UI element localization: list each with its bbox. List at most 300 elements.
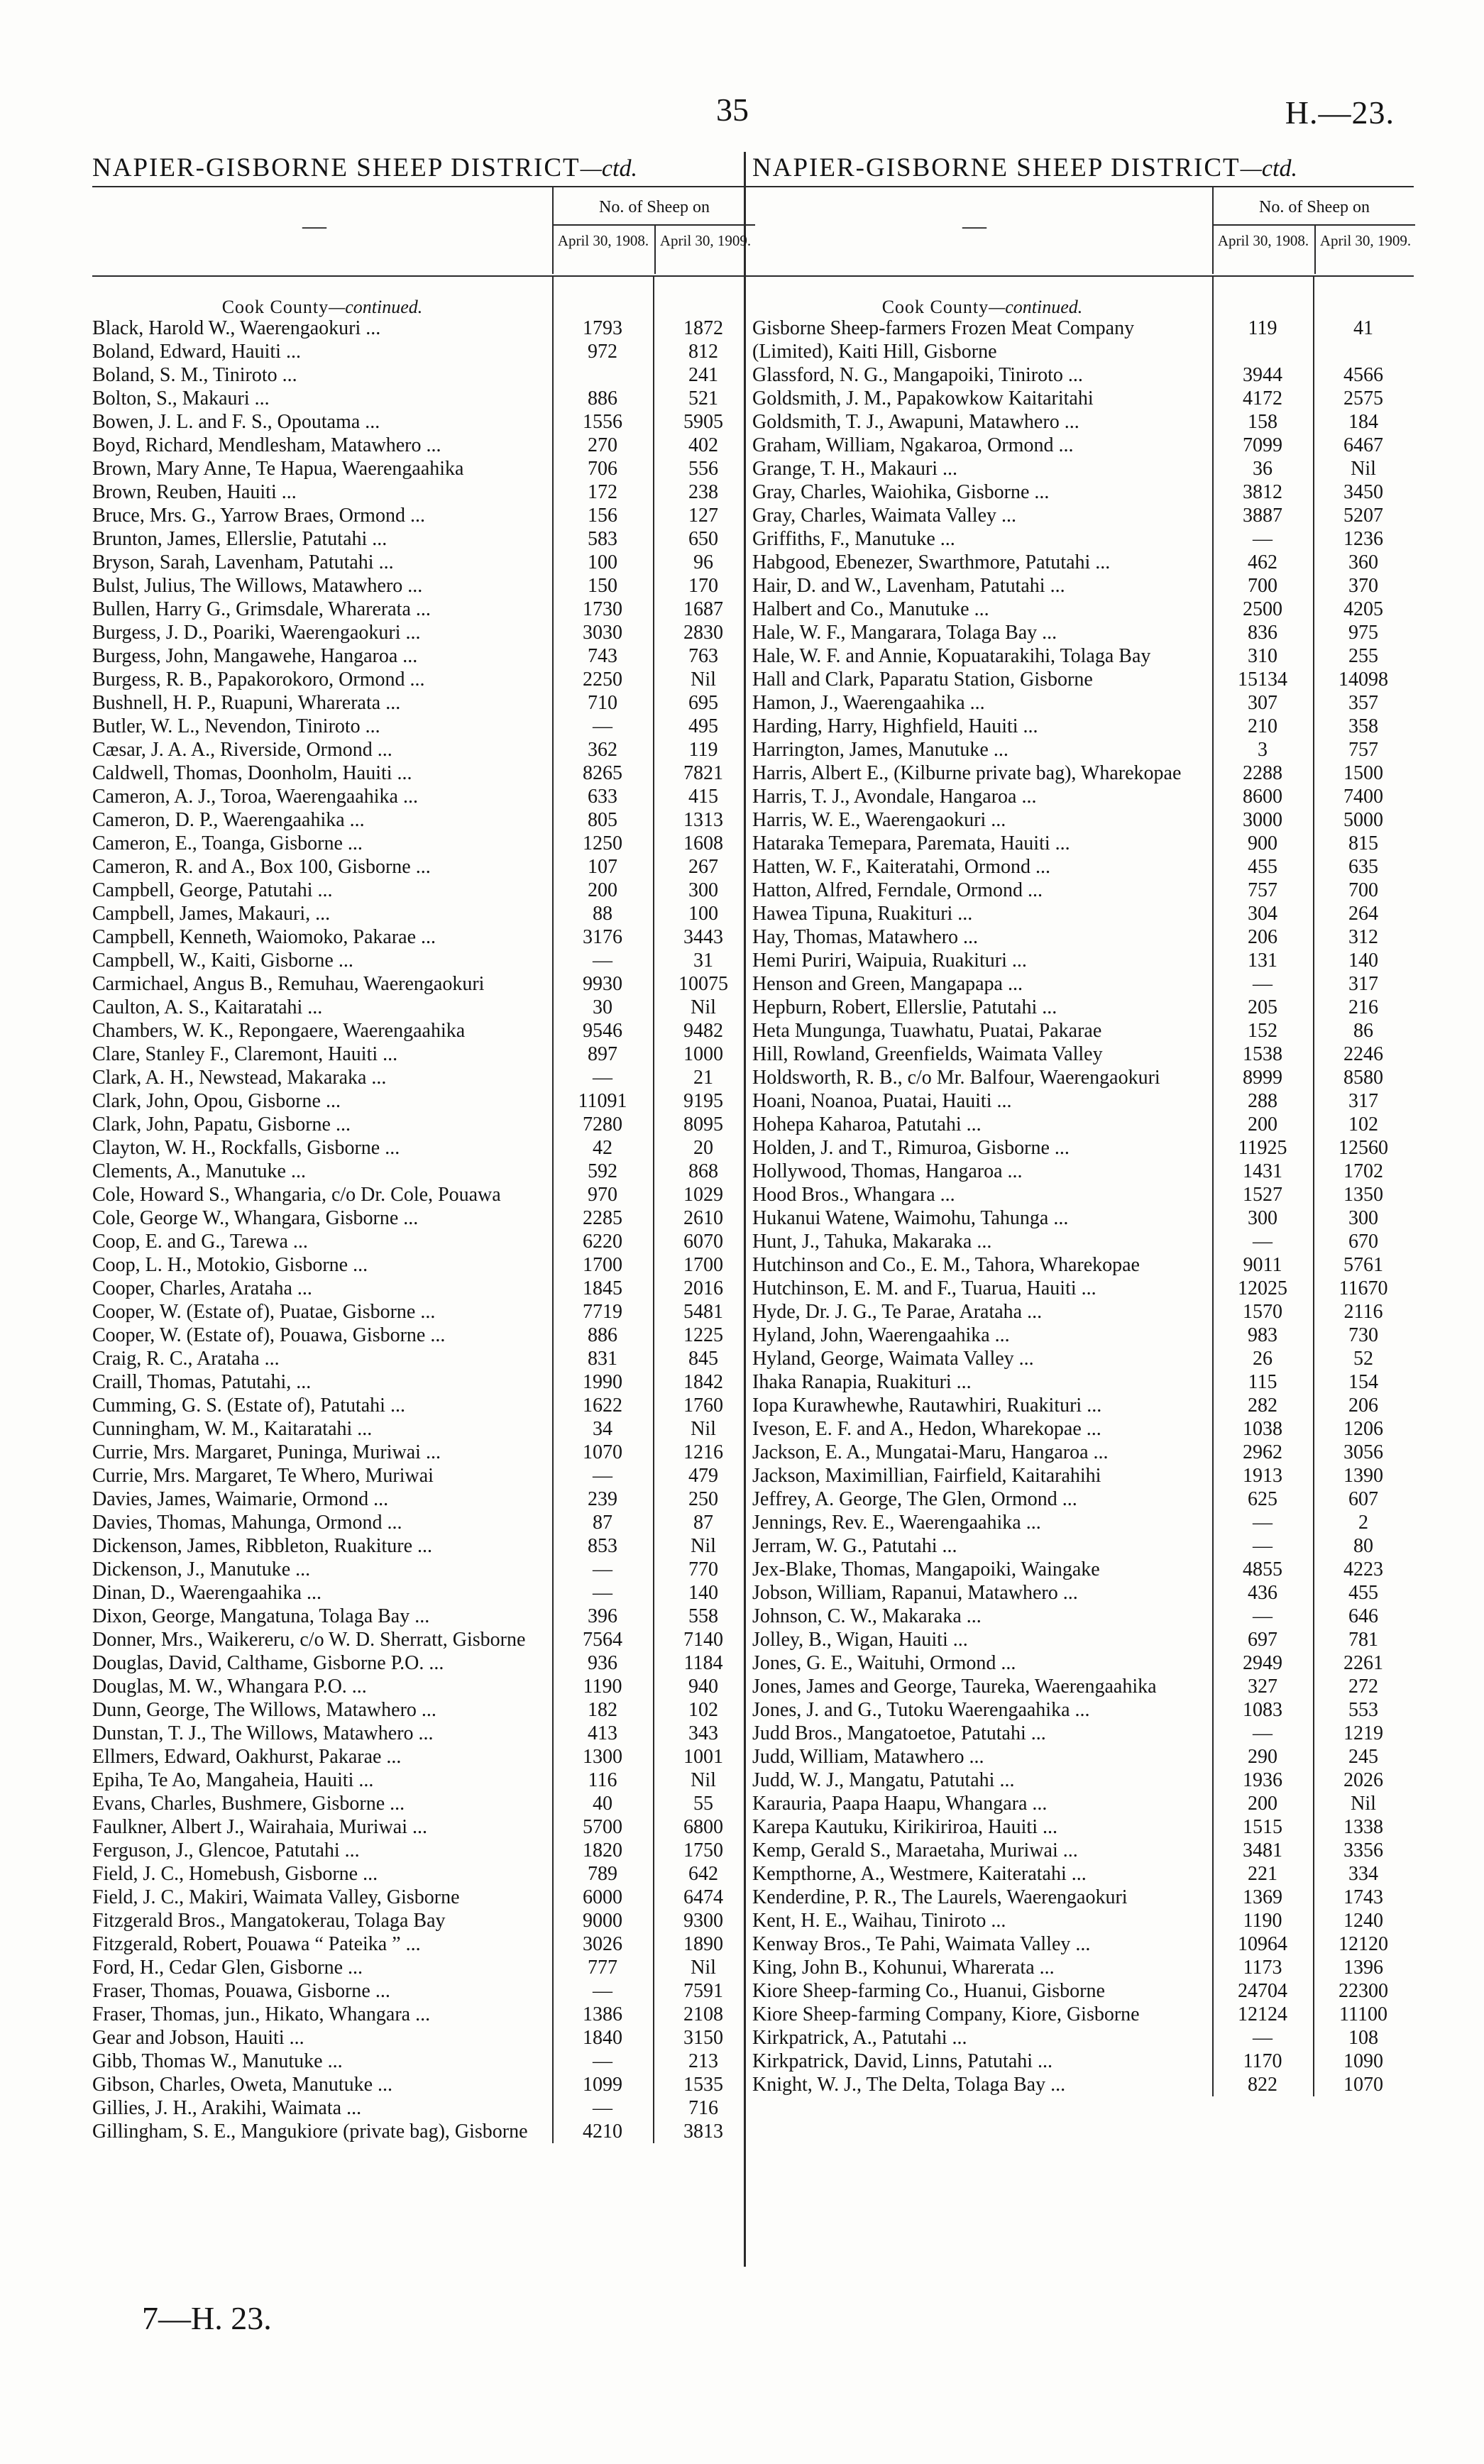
table-row [92,1815,754,1839]
sheep-1908-cell: 1083 [1243,1699,1282,1721]
sheep-1909-cell: 2116 [1343,1301,1383,1323]
sheep-1909-cell: 6800 [683,1816,723,1838]
owner-name-cell: Griffiths, F., Manutuke ... [752,528,955,550]
sheep-1908-cell: 362 [588,739,617,761]
sheep-1909-cell: Nil [691,1769,716,1791]
owner-name-cell: Coop, L. H., Motokio, Gisborne ... [92,1254,368,1276]
sheep-1908-cell: — [1253,528,1273,550]
sheep-1909-cell: 1842 [683,1371,723,1393]
owner-name-cell: Burgess, John, Mangawehe, Hangaroa ... [92,645,418,667]
table-row [92,1370,754,1394]
table-row [92,2073,754,2096]
sheep-1909-cell: 8095 [683,1113,723,1135]
table-row [92,1183,754,1206]
sheep-1908-cell: — [1253,1512,1273,1534]
table-row [752,480,1414,504]
owner-name-cell: Boyd, Richard, Mendlesham, Matawhero ... [92,434,441,456]
table-row [92,2050,754,2073]
sheep-1908-cell: 706 [588,458,617,480]
sheep-1909-cell: 358 [1348,715,1378,737]
table-row [752,1043,1414,1066]
sheep-1908-cell: 1190 [1243,1910,1282,1932]
sheep-1908-cell: 304 [1248,903,1277,925]
sheep-1908-cell: 221 [1248,1863,1277,1885]
owner-name-cell: Hall and Clark, Paparatu Station, Gisborne [752,669,1093,691]
sheep-1909-cell: 2246 [1343,1043,1383,1065]
sheep-1909-cell: 6467 [1343,434,1383,456]
table-row [92,1019,754,1043]
owner-name-cell: Gisborne Sheep-farmers Frozen Meat Company (Limited), Kaiti Hill, Gisborne [752,317,1135,363]
sheep-1908-cell: 327 [1248,1676,1277,1698]
document-reference: H.—23. [1285,94,1395,131]
sheep-1908-cell: 1840 [583,2027,622,2049]
table-row [752,1206,1414,1230]
sheep-1908-cell: 3176 [583,926,622,948]
sheep-1908-cell: 9011 [1243,1254,1282,1276]
sheep-1909-cell: 140 [688,1582,718,1604]
owner-name-cell: Dunn, George, The Willows, Matawhero ... [92,1699,436,1721]
sheep-1908-cell: — [593,950,612,972]
sheep-1908-cell: 288 [1248,1090,1277,1112]
sheep-1909-cell: 2261 [1343,1652,1383,1674]
owner-name-cell: Jolley, B., Wigan, Hauiti ... [752,1629,968,1651]
sheep-1908-cell: 172 [588,481,617,503]
table-row [92,1932,754,1956]
sheep-1908-cell: 710 [588,692,617,714]
table-row [752,1300,1414,1324]
sheep-1909-cell: Nil [691,1418,716,1440]
owner-name-cell: Burgess, J. D., Poariki, Waerengaokuri ... [92,622,421,644]
sheep-1908-cell: 1190 [583,1676,622,1698]
owner-name-cell: Kenway Bros., Te Pahi, Waimata Valley ... [752,1933,1091,1955]
sheep-1908-cell: 10964 [1238,1933,1287,1955]
left-name-column-header: — [302,213,326,239]
owner-name-cell: Bullen, Harry G., Grimsdale, Wharerata ... [92,598,431,620]
sheep-1909-cell: 96 [693,551,713,573]
owner-name-cell: Kirkpatrick, David, Linns, Patutahi ... [752,2050,1053,2072]
left-table-rule-2 [653,277,654,2143]
table-row [752,1651,1414,1675]
sheep-1908-cell: 4172 [1243,387,1282,409]
owner-name-cell: Carmichael, Angus B., Remuhau, Waerengaokuri [92,973,485,995]
sheep-1909-cell: 716 [688,2097,718,2119]
sheep-1908-cell: 9930 [583,973,622,995]
owner-name-cell: Clare, Stanley F., Claremont, Hauiti ... [92,1043,398,1065]
table-row [752,1745,1414,1769]
table-row [92,1277,754,1300]
owner-name-cell: Currie, Mrs. Margaret, Te Whero, Muriwai [92,1465,434,1487]
table-row [752,1722,1414,1745]
owner-name-cell: Henson and Green, Mangapapa ... [752,973,1023,995]
sheep-1908-cell: 757 [1248,879,1277,901]
owner-name-cell: Hukanui Watene, Waimohu, Tahunga ... [752,1207,1069,1229]
sheep-1908-cell: — [1253,1535,1273,1557]
sheep-1908-cell: 40 [593,1793,612,1815]
sheep-1909-cell: 1001 [683,1746,723,1768]
owner-name-cell: Fraser, Thomas, Pouawa, Gisborne ... [92,1980,390,2002]
table-row [752,1113,1414,1136]
sheep-1909-cell: 272 [1348,1676,1378,1698]
sheep-1908-cell: 5700 [583,1816,622,1838]
sheep-1909-cell: 238 [688,481,718,503]
table-row [92,1722,754,1745]
sheep-1909-cell: 815 [1348,832,1378,854]
table-row [752,1698,1414,1722]
sheep-1909-cell: 1090 [1343,2050,1383,2072]
owner-name-cell: Hawea Tipuna, Ruakituri ... [752,903,973,925]
owner-name-cell: Kiore Sheep-farming Company, Kiore, Gisborne [752,2003,1140,2025]
sheep-1909-cell: 9482 [683,1020,723,1042]
table-row [752,387,1414,410]
owner-name-cell: Brunton, James, Ellerslie, Patutahi ... [92,528,388,550]
owner-name-cell: Gray, Charles, Waiohika, Gisborne ... [752,481,1050,503]
owner-name-cell: Karepa Kautuku, Kirikiriroa, Hauiti ... [752,1816,1057,1838]
sheep-1908-cell: 1070 [583,1441,622,1463]
table-row [92,761,754,785]
sheep-1909-cell: 556 [688,458,718,480]
owner-name-cell: Brown, Mary Anne, Te Hapua, Waerengaahika [92,458,464,480]
table-row [92,480,754,504]
sheep-1909-cell: 2610 [683,1207,723,1229]
table-row [752,1675,1414,1698]
owner-name-cell: Cumming, G. S. (Estate of), Patutahi ... [92,1395,405,1417]
table-row [752,1183,1414,1206]
sheep-1909-cell: 1760 [683,1395,723,1417]
sheep-1908-cell: 1913 [1243,1465,1282,1487]
right-county-heading: Cook County—continued. [881,297,1083,317]
sheep-1909-cell: 5207 [1343,505,1383,527]
sheep-1908-cell: — [593,2097,612,2119]
table-row [92,1628,754,1651]
table-row [752,317,1414,363]
sheep-1909-cell: 360 [1348,551,1378,573]
sheep-1909-cell: 495 [688,715,718,737]
owner-name-cell: Harris, T. J., Avondale, Hangaroa ... [752,786,1037,808]
left-group-header: No. of Sheep on [554,187,755,226]
table-row [92,996,754,1019]
table-row [752,644,1414,668]
sheep-1908-cell: 282 [1248,1395,1277,1417]
sheep-1909-cell: 55 [693,1793,713,1815]
sheep-1909-cell: Nil [1351,1793,1376,1815]
owner-name-cell: Craill, Thomas, Patutahi, ... [92,1371,312,1393]
owner-name-cell: Halbert and Co., Manutuke ... [752,598,989,620]
owner-name-cell: Campbell, W., Kaiti, Gisborne ... [92,950,353,972]
owner-name-cell: Campbell, George, Patutahi ... [92,879,333,901]
table-row [752,1511,1414,1534]
owner-name-cell: Heta Mungunga, Tuawhatu, Puatai, Pakarae [752,1020,1102,1042]
owner-name-cell: Ellmers, Edward, Oakhurst, Pakarae ... [92,1746,402,1768]
owner-name-cell: Dickenson, J., Manutuke ... [92,1558,311,1580]
sheep-1908-cell: 205 [1248,996,1277,1018]
sheep-1909-cell: 1890 [683,1933,723,1955]
table-row [752,1160,1414,1183]
table-row [92,972,754,996]
owner-name-cell: Chambers, W. K., Repongaere, Waerengaahika [92,1020,466,1042]
sheep-1908-cell: 1990 [583,1371,622,1393]
table-row [92,410,754,434]
sheep-1909-cell: 1184 [683,1652,723,1674]
sheep-1909-cell: 6070 [683,1231,723,1253]
sheep-1908-cell: 3887 [1243,505,1282,527]
table-row [752,2003,1414,2026]
table-row [752,949,1414,972]
table-row [752,1089,1414,1113]
sheep-1909-cell: 1219 [1343,1722,1383,1744]
table-row [92,879,754,902]
table-row [752,1324,1414,1347]
sheep-1909-cell: 184 [1348,411,1378,433]
sheep-1909-cell: 7140 [683,1629,723,1651]
sheep-1908-cell: 697 [1248,1629,1277,1651]
sheep-1909-cell: 1390 [1343,1465,1383,1487]
table-row [752,1253,1414,1277]
sheep-1908-cell: 9000 [583,1910,622,1932]
left-table-body [92,277,754,2143]
table-row [92,1792,754,1815]
owner-name-cell: Burgess, R. B., Papakorokoro, Ormond ... [92,669,425,691]
table-row [752,1347,1414,1370]
sheep-1908-cell: 8999 [1243,1067,1282,1089]
table-row [752,1886,1414,1909]
sheep-1909-cell: 1535 [683,2074,723,2096]
table-row [752,879,1414,902]
left-table-rule-1 [552,277,554,2143]
owner-name-cell: Hatten, W. F., Kaiteratahi, Ormond ... [752,856,1051,878]
owner-name-cell: Cooper, W. (Estate of), Pouawa, Gisborne ... [92,1324,446,1346]
sheep-1909-cell: 343 [688,1722,718,1744]
owner-name-cell: Epiha, Te Ao, Mangaheia, Hauiti ... [92,1769,374,1791]
table-row [752,1019,1414,1043]
owner-name-cell: Cameron, R. and A., Box 100, Gisborne ... [92,856,431,878]
sheep-1909-cell: 3150 [683,2027,723,2049]
sheep-1908-cell: 1099 [583,2074,622,2096]
table-row [92,1206,754,1230]
table-row [752,1487,1414,1511]
sheep-1909-cell: 10075 [678,973,728,995]
sheep-1908-cell: 307 [1248,692,1277,714]
sheep-1908-cell: 633 [588,786,617,808]
owner-name-cell: Ihaka Ranapia, Ruakituri ... [752,1371,972,1393]
owner-name-cell: Jerram, W. G., Patutahi ... [752,1535,957,1557]
sheep-1908-cell: 1173 [1243,1957,1282,1979]
sheep-1909-cell: 700 [1348,879,1378,901]
table-row [92,1324,754,1347]
table-row [752,1605,1414,1628]
sheep-1908-cell: 700 [1248,575,1277,597]
page-number: 35 [716,92,749,128]
sheep-1909-cell: 12120 [1339,1933,1388,1955]
sheep-1908-cell: 4210 [583,2121,622,2143]
right-name-column-header: — [962,213,986,239]
owner-name-cell: Graham, William, Ngakaroa, Ormond ... [752,434,1074,456]
sheep-1908-cell: 1515 [1243,1816,1282,1838]
sheep-1908-cell: 1250 [583,832,622,854]
sheep-1909-cell: 1313 [683,809,723,831]
table-row [92,2003,754,2026]
owner-name-cell: Kiore Sheep-farming Co., Huanui, Gisborne [752,1980,1105,2002]
owner-name-cell: Coop, E. and G., Tarewa ... [92,1231,308,1253]
table-row [752,1815,1414,1839]
sheep-1909-cell: Nil [691,1957,716,1979]
sheep-1908-cell: 831 [588,1348,617,1370]
table-row [752,1370,1414,1394]
table-row [752,1558,1414,1581]
sheep-1908-cell: 1793 [583,317,622,339]
owner-name-cell: Davies, Thomas, Mahunga, Ormond ... [92,1512,402,1534]
table-row [752,738,1414,761]
sheep-1908-cell: 886 [588,387,617,409]
owner-name-cell: Hale, W. F. and Annie, Kopuatarakihi, Tolaga Bay [752,645,1151,667]
owner-name-cell: Cooper, W. (Estate of), Puatae, Gisborne ... [92,1301,436,1323]
sheep-1909-cell: 5000 [1343,809,1383,831]
sheep-1909-cell: 2 [1358,1512,1368,1534]
sheep-1908-cell: 9546 [583,1020,622,1042]
owner-name-cell: Fraser, Thomas, jun., Hikato, Whangara ... [92,2003,431,2025]
sheep-1909-cell: 108 [1348,2027,1378,2049]
owner-name-cell: Kenderdine, P. R., The Laurels, Waerengaokuri [752,1886,1128,1908]
table-row [752,598,1414,621]
sheep-1909-cell: 20 [693,1137,713,1159]
table-row [752,715,1414,738]
owner-name-cell: Black, Harold W., Waerengaokuri ... [92,317,381,339]
sheep-1908-cell: 436 [1248,1582,1277,1604]
sheep-1909-cell: Nil [691,1535,716,1557]
right-col-1908-header: April 30, 1908. [1217,232,1309,249]
right-column [752,150,1414,2096]
sheep-1908-cell: 210 [1248,715,1277,737]
sheep-1908-cell: 396 [588,1605,617,1627]
sheep-1908-cell: 26 [1253,1348,1273,1370]
sheep-1908-cell: 4855 [1243,1558,1282,1580]
owner-name-cell: Hair, D. and W., Lavenham, Patutahi ... [752,575,1065,597]
table-row [752,761,1414,785]
sheep-1909-cell: 102 [1348,1113,1378,1135]
owner-name-cell: Douglas, M. W., Whangara P.O. ... [92,1676,367,1698]
table-row [92,527,754,551]
owner-name-cell: Kirkpatrick, A., Patutahi ... [752,2027,967,2049]
owner-name-cell: Knight, W. J., The Delta, Tolaga Bay ... [752,2074,1066,2096]
owner-name-cell: Campbell, James, Makauri, ... [92,903,331,925]
owner-name-cell: Hepburn, Robert, Ellerslie, Patutahi ... [752,996,1057,1018]
sheep-1908-cell [552,363,653,387]
owner-name-cell: Hutchinson and Co., E. M., Tahora, Wharekopae [752,1254,1140,1276]
table-row [752,1136,1414,1160]
owner-name-cell: Karauria, Paapa Haapu, Whangara ... [752,1793,1048,1815]
sheep-1908-cell: 3030 [583,622,622,644]
sheep-1909-cell: 255 [1348,645,1378,667]
sheep-1908-cell: 1527 [1243,1184,1282,1206]
table-row [92,1113,754,1136]
sheep-1909-cell: 642 [688,1863,718,1885]
sheep-1909-cell: 635 [1348,856,1378,878]
owner-name-cell: Hale, W. F., Mangarara, Tolaga Bay ... [752,622,1057,644]
table-row [92,1066,754,1089]
owner-name-cell: Gibson, Charles, Oweta, Manutuke ... [92,2074,393,2096]
table-row [752,925,1414,949]
sheep-1908-cell: 290 [1248,1746,1277,1768]
owner-name-cell: Fitzgerald, Robert, Pouawa “ Pateika ” ... [92,1933,421,1955]
owner-name-cell: Gillingham, S. E., Mangukiore (private bag), Gisborne [92,2121,528,2143]
sheep-1908-cell: 182 [588,1699,617,1721]
table-row [752,1534,1414,1558]
sheep-1908-cell: 972 [588,341,617,363]
sheep-1909-cell: 21 [693,1067,713,1089]
right-table-rule-1 [1212,277,1214,2096]
table-row [752,1464,1414,1487]
sheep-1909-cell: 670 [1348,1231,1378,1253]
table-row [92,668,754,691]
table-row [752,1979,1414,2003]
sheep-1909-cell: 7821 [683,762,723,784]
sheep-1909-cell: 763 [688,645,718,667]
table-row [752,1792,1414,1815]
sheep-1908-cell: — [593,1067,612,1089]
sheep-1909-cell: 11100 [1339,2003,1387,2025]
sheep-1909-cell: 730 [1348,1324,1378,1346]
sheep-1909-cell: 127 [688,505,718,527]
sheep-1909-cell: 757 [1348,739,1378,761]
sheep-1908-cell: 1622 [583,1395,622,1417]
table-row [92,1253,754,1277]
left-county-heading: Cook County—continued. [221,297,423,317]
table-row [92,574,754,598]
sheep-1909-cell: 553 [1348,1699,1378,1721]
sheep-1908-cell: — [593,1465,612,1487]
sheep-1908-cell: 936 [588,1652,617,1674]
table-row [92,457,754,480]
page-signature: 7—H. 23. [142,2300,272,2336]
sheep-1909-cell: 1206 [1343,1418,1383,1440]
table-row [92,925,754,949]
sheep-1909-cell: 14098 [1339,669,1388,691]
left-sheep-count-header [552,187,755,274]
sheep-1909-cell: 770 [688,1558,718,1580]
sheep-1909-cell: 402 [688,434,718,456]
table-row [752,434,1414,457]
table-row [92,1534,754,1558]
sheep-1909-cell: 267 [688,856,718,878]
table-row [92,363,754,387]
sheep-1908-cell: 970 [588,1184,617,1206]
sheep-1909-cell: 1500 [1343,762,1383,784]
sheep-1909-cell: Nil [1351,458,1376,480]
sheep-1908-cell: 743 [588,645,617,667]
owner-name-cell: Jones, G. E., Waituhi, Ormond ... [752,1652,1016,1674]
table-row [92,387,754,410]
sheep-1908-cell: 1431 [1243,1160,1282,1182]
owner-name-cell: Dinan, D., Waerengaahika ... [92,1582,321,1604]
sheep-1908-cell: 8265 [583,762,622,784]
owner-name-cell: Hohepa Kaharoa, Patutahi ... [752,1113,982,1135]
owner-name-cell: Craig, R. C., Arataha ... [92,1348,280,1370]
owner-name-cell: Hutchinson, E. M. and F., Tuarua, Hauiti ... [752,1277,1096,1299]
sheep-1908-cell: 836 [1248,622,1277,644]
sheep-1908-cell: — [593,1558,612,1580]
owner-name-cell: Hoani, Noanoa, Puatai, Hauiti ... [752,1090,1012,1112]
owner-name-cell: Bruce, Mrs. G., Yarrow Braes, Ormond ... [92,505,425,527]
sheep-1908-cell: 200 [588,879,617,901]
sheep-1909-cell: 87 [693,1512,713,1534]
table-row [752,1277,1414,1300]
table-row [92,902,754,925]
sheep-1909-cell: 250 [688,1488,718,1510]
sheep-1909-cell: 5905 [683,411,723,433]
sheep-1909-cell: 1702 [1343,1160,1383,1182]
sheep-1908-cell: 310 [1248,645,1277,667]
table-row [752,457,1414,480]
sheep-1909-cell: 11670 [1339,1277,1388,1299]
